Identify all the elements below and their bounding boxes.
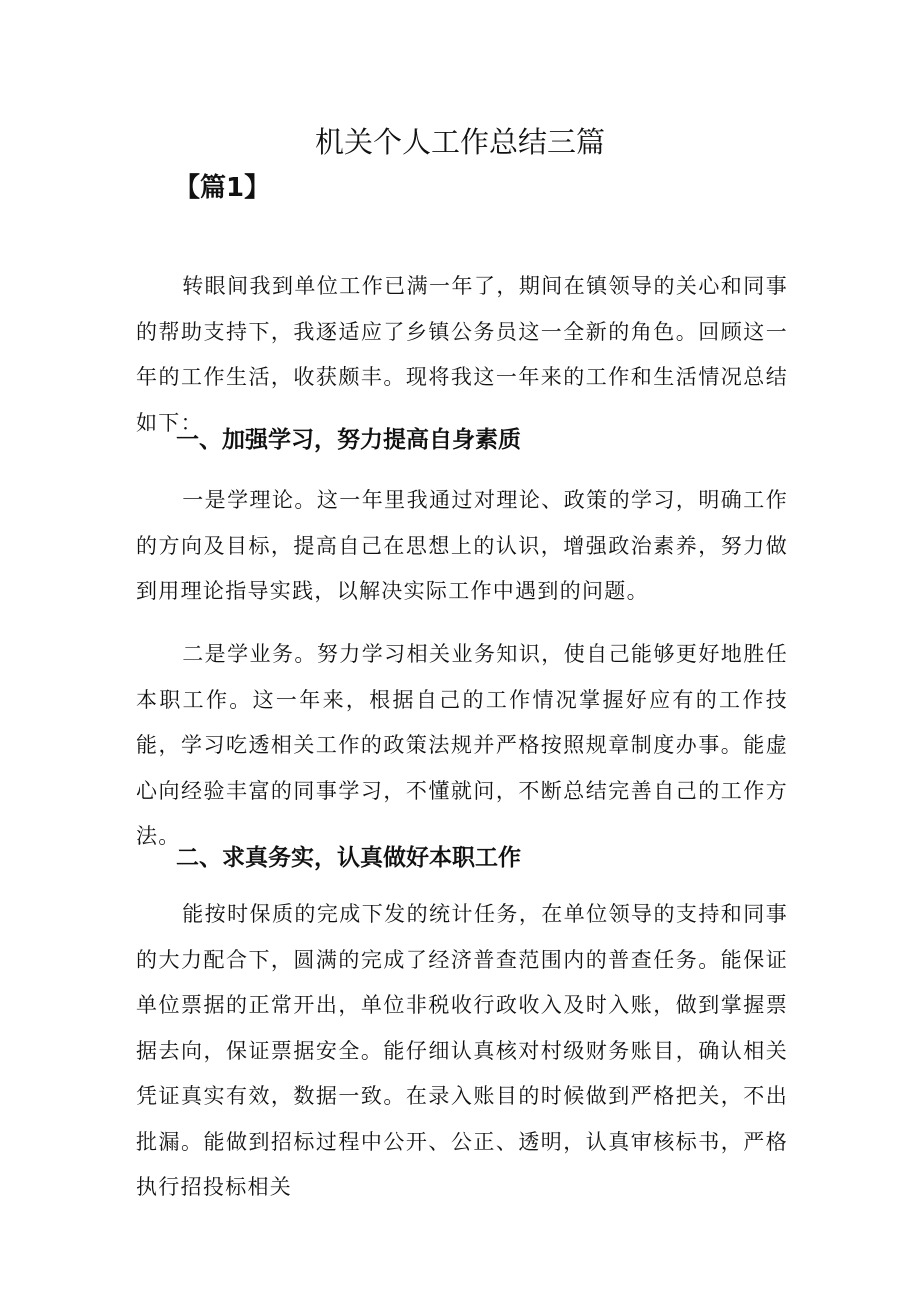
section-1-paragraph-1: 一是学理论。这一年里我通过对理论、政策的学习，明确工作的方向及目标，提高自己在思想上的认识，增强政治素养，努力做到用理论指导实践，以解决实际工作中遇到的问题。 [136, 488, 788, 603]
section-1-heading: 一、加强学习，努力提高自身素质 [176, 427, 521, 453]
document-title: 机关个人工作总结三篇 [314, 125, 605, 159]
section-2-heading: 二、求真务实，认真做好本职工作 [176, 845, 521, 871]
section-1-paragraph-2: 二是学业务。努力学习相关业务知识，使自己能够更好地胜任本职工作。这一年来，根据自己的工作情况掌握好应有的工作技能，学习吃透相关工作的政策法规并严格按照规章制度办事。能虚心向经验丰富的同事学习，不懂就问，不断总结完善自己的工作方法。 [136, 642, 788, 848]
intro-paragraph: 转眼间我到单位工作已满一年了，期间在镇领导的关心和同事的帮助支持下，我逐适应了乡镇公务员这一全新的角色。回顾这一年的工作生活，收获颇丰。现将我这一年来的工作和生活情况总结如下： [136, 274, 788, 435]
section-2-paragraph-1: 能按时保质的完成下发的统计任务，在单位领导的支持和同事的大力配合下，圆满的完成了经济普查范围内的普查任务。能保证单位票据的正常开出，单位非税收行政收入及时入账，做到掌握票据去向，保证票据安全。能仔细认真核对村级财务账目，确认相关凭证真实有效，数据一致。在录入账目的时候做到严格把关，不出批漏。能做到招标过程中公开、公正、透明，认真审核标书，严格执行招投标相关 [136, 902, 788, 1199]
part-label: 【篇1】 [174, 173, 271, 203]
